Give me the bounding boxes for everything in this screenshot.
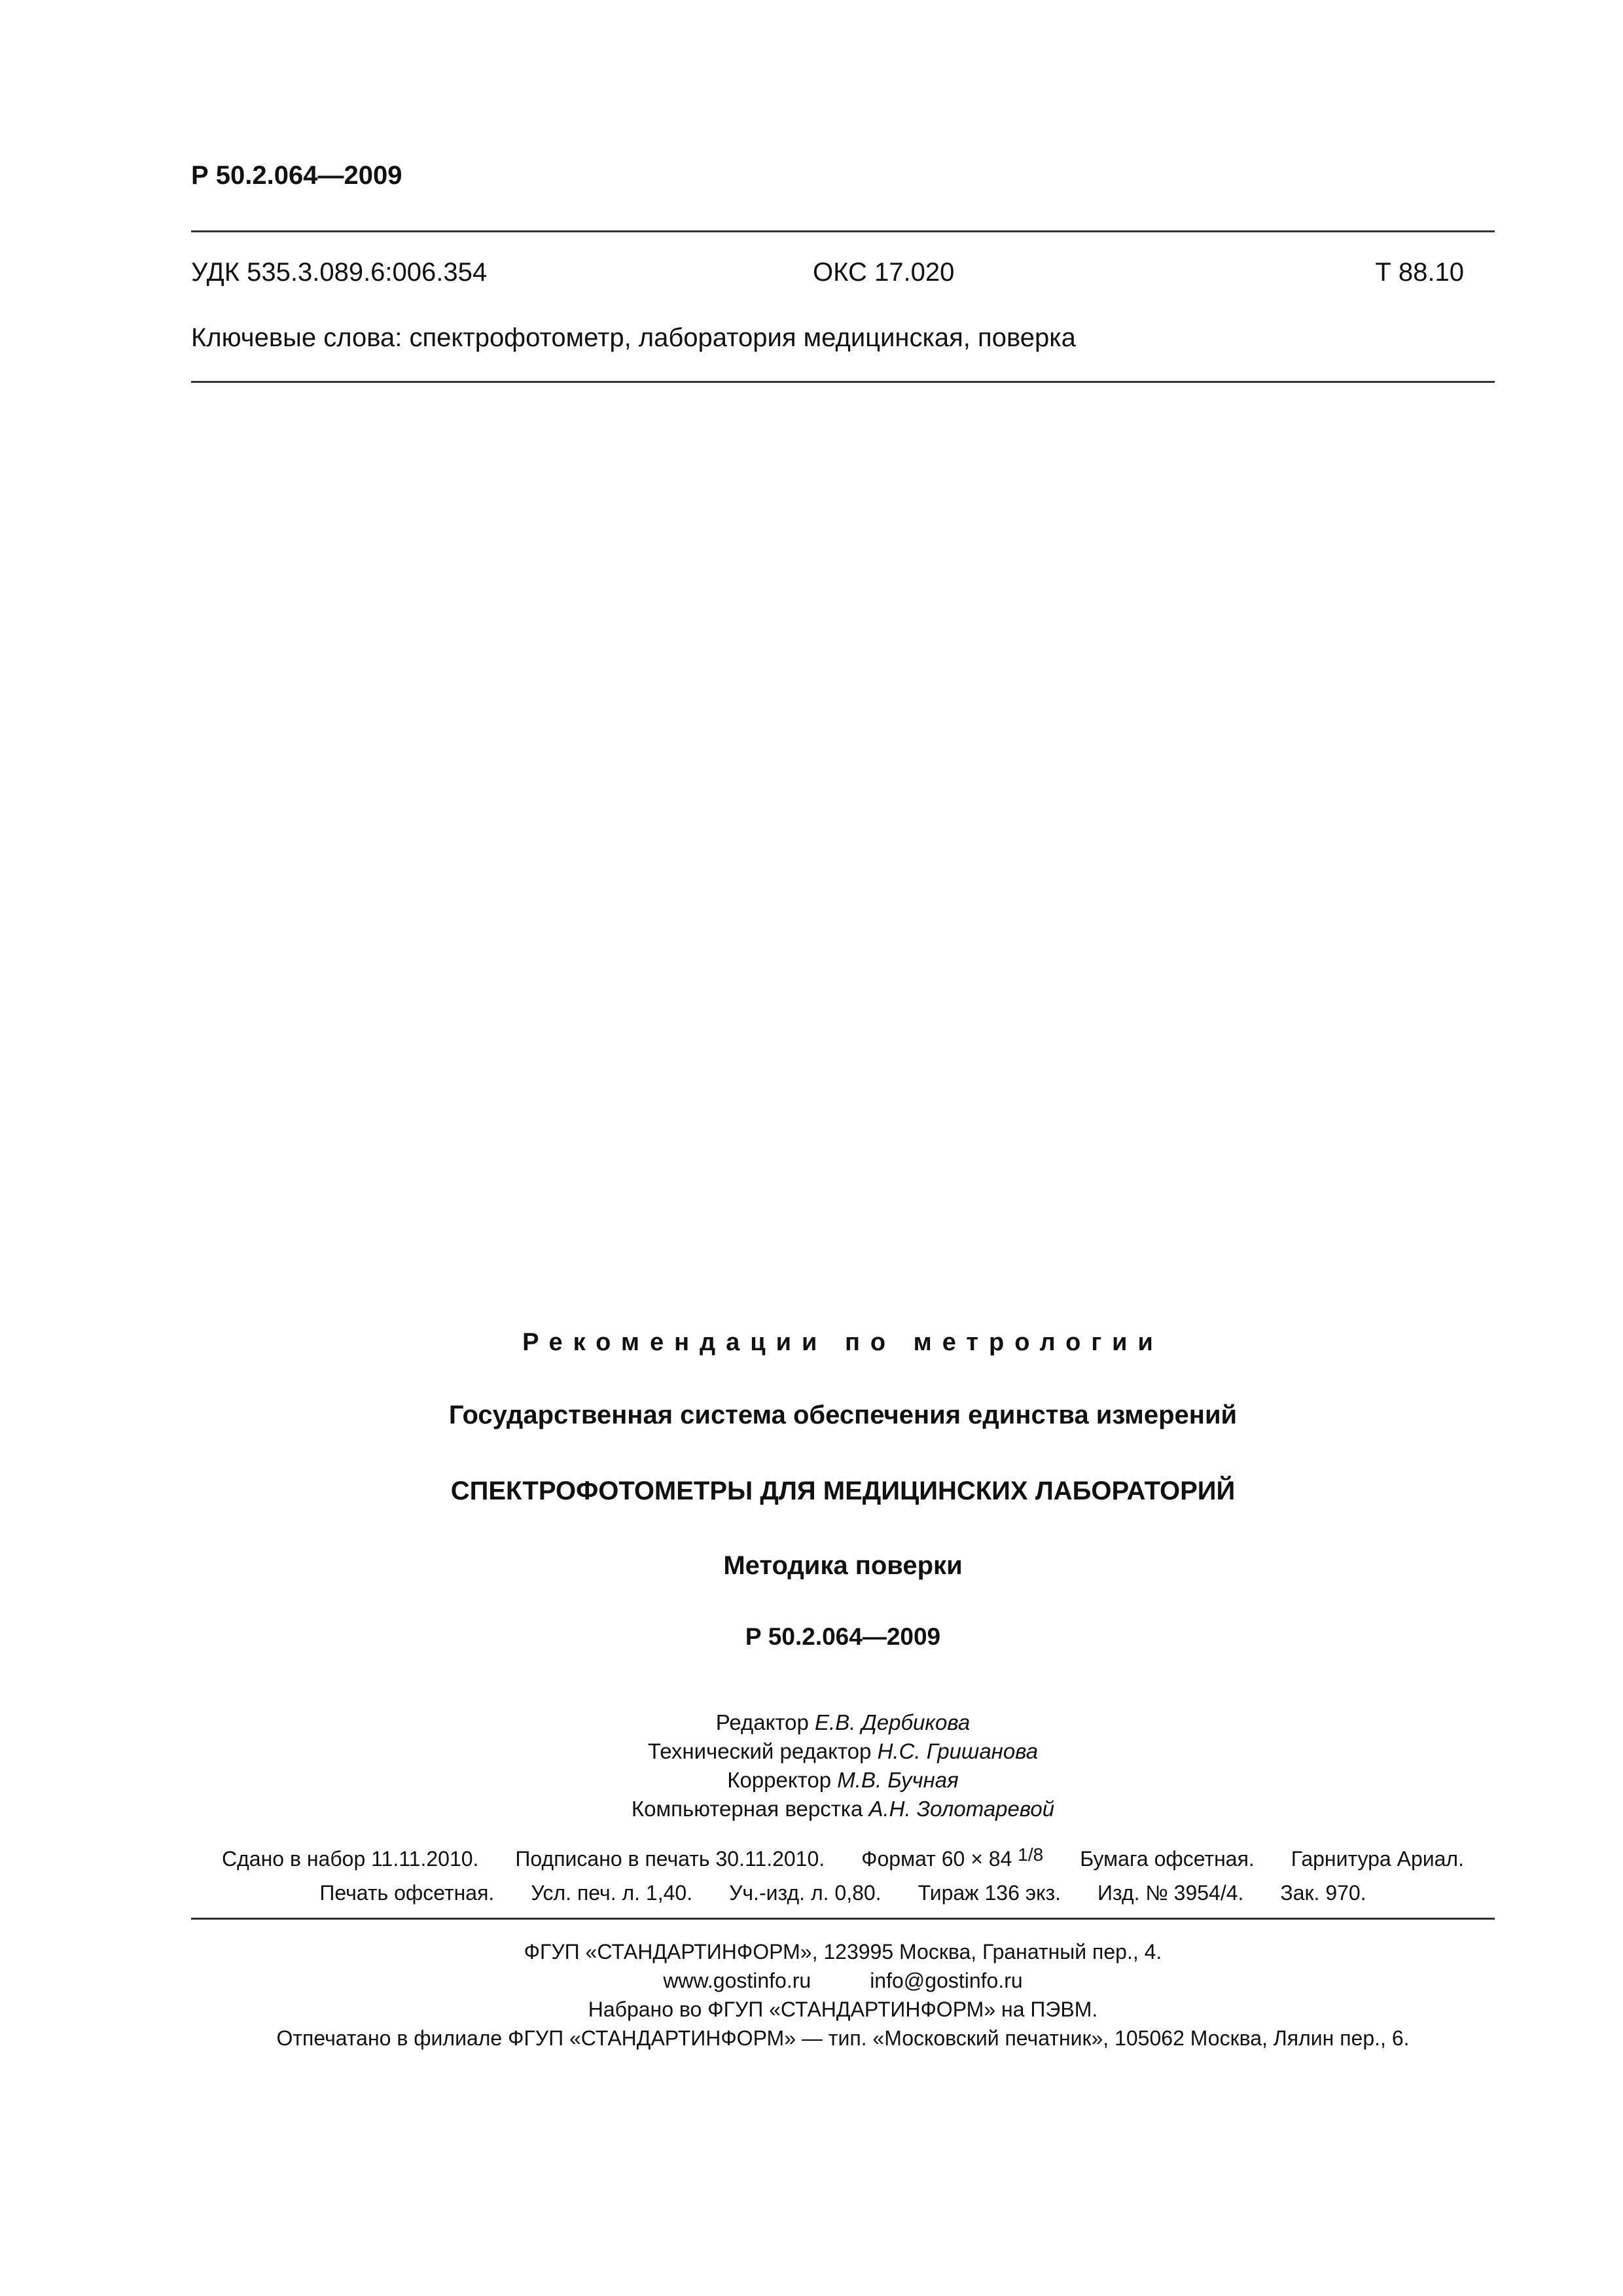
staff-tech-editor (191, 1737, 1495, 1766)
imprint-typeface: Гарнитура Ариал. (1291, 1847, 1464, 1871)
publisher-address: ФГУП «СТАНДАРТИНФОРМ», 123995 Москва, Гранатный пер., 4. (524, 1940, 1162, 1964)
imprint-print-sheets: Усл. печ. л. 1,40. (531, 1881, 693, 1905)
header-rule-bottom (191, 381, 1495, 383)
publisher-email[interactable]: info@gostinfo.ru (870, 1969, 1023, 1992)
imprint-print: Печать офсетная. (319, 1881, 495, 1905)
document-title: СПЕКТРОФОТОМЕТРЫ ДЛЯ МЕДИЦИНСКИХ ЛАБОРАТОРИЙ (450, 1477, 1236, 1505)
staff-editor (191, 1708, 1495, 1737)
udk-code: УДК 535.3.089.6:006.354 (191, 258, 488, 287)
staff-layout (191, 1795, 1495, 1823)
imprint-rule (191, 1918, 1495, 1920)
staff-name: А.Н. Золотаревой (868, 1797, 1055, 1821)
document-number-centered: Р 50.2.064—2009 (745, 1623, 941, 1650)
imprint-format (861, 1844, 1044, 1871)
document-number-header: Р 50.2.064—2009 (191, 161, 402, 190)
publisher-website[interactable]: www.gostinfo.ru (663, 1969, 812, 1992)
staff-credits (191, 1708, 1495, 1823)
imprint-order: Зак. 970. (1280, 1881, 1366, 1905)
imprint-signed: Подписано в печать 30.11.2010. (515, 1847, 825, 1871)
imprint-run: Тираж 136 экз. (918, 1881, 1061, 1905)
system-heading: Государственная система обеспечения единства измерений (448, 1401, 1238, 1429)
staff-role: Компьютерная верстка (631, 1797, 863, 1821)
imprint-pub-sheets: Уч.-изд. л. 0,80. (729, 1881, 882, 1905)
imprint-format-fraction: 1/8 (1018, 1844, 1044, 1865)
imprint-paper: Бумага офсетная. (1080, 1847, 1255, 1871)
imprint-edition: Изд. № 3954/4. (1097, 1881, 1244, 1905)
staff-name: М.В. Бучная (837, 1768, 959, 1792)
publisher-typeset: Набрано во ФГУП «СТАНДАРТИНФОРМ» на ПЭВМ. (588, 1998, 1098, 2021)
imprint-line-1 (191, 1844, 1495, 1871)
keywords-line: Ключевые слова: спектрофотометр, лаборатория медицинская, поверка (191, 323, 1076, 352)
publisher-contacts (191, 1966, 1495, 1995)
header-rule-top (191, 230, 1495, 232)
publisher-printed: Отпечатано в филиале ФГУП «СТАНДАРТИНФОРМ» — тип. «Московский печатник», 105062 Москва, Лялин пер., 6. (276, 2026, 1410, 2050)
t-code: Т 88.10 (1375, 258, 1464, 287)
staff-role: Редактор (715, 1710, 809, 1734)
oks-code: ОКС 17.020 (813, 258, 955, 287)
imprint-format-prefix: Формат 60 × 84 (861, 1847, 1012, 1871)
staff-role: Технический редактор (647, 1739, 872, 1763)
staff-name: Е.В. Дербикова (815, 1710, 971, 1734)
staff-corrector (191, 1766, 1495, 1795)
staff-name: Н.С. Гришанова (877, 1739, 1039, 1763)
document-subtitle: Методика поверки (723, 1551, 963, 1580)
staff-role: Корректор (727, 1768, 832, 1792)
imprint-submitted: Сдано в набор 11.11.2010. (222, 1847, 479, 1871)
series-heading: Рекомендации по метрологии (522, 1329, 1164, 1356)
publisher-block (191, 1937, 1495, 2053)
imprint-line-2 (191, 1881, 1495, 1905)
